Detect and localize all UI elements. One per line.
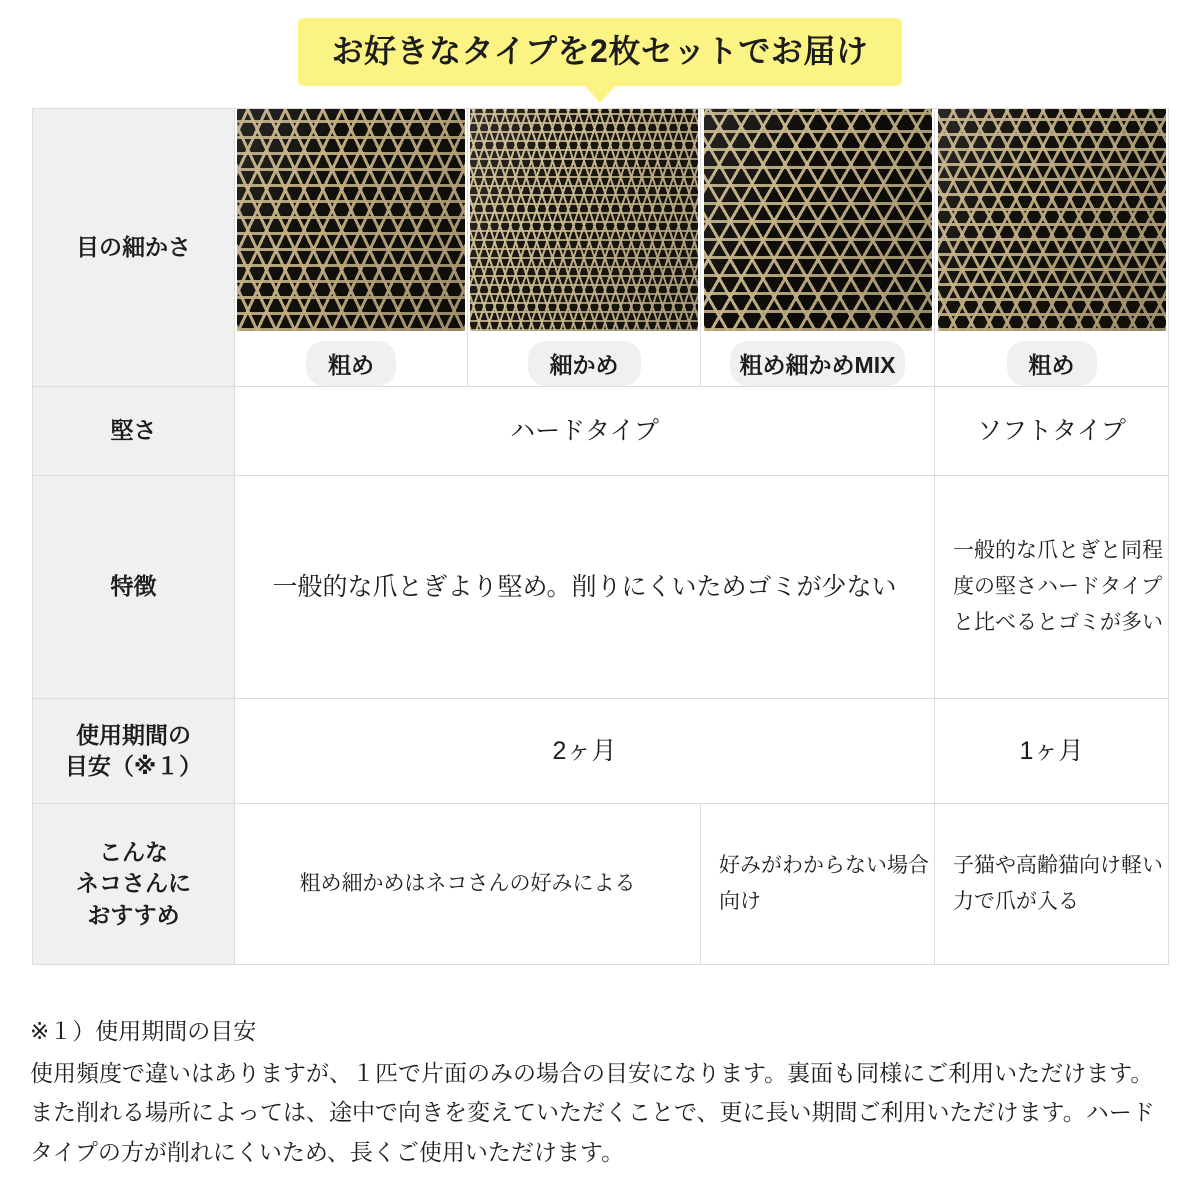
row-label-recommend-line2: ネコさんに	[76, 870, 191, 897]
chip-label-coarse: 粗め	[306, 341, 396, 386]
photo-sheen-overlay	[237, 109, 465, 331]
table-row-period	[33, 699, 1169, 804]
row-label-hardness: 堅さ	[33, 387, 235, 476]
cell-photo-soft	[935, 109, 1169, 387]
cell-features-hard: 一般的な爪とぎより堅め。削りにくいためゴミが少ない	[235, 476, 935, 699]
row-label-recommend	[33, 804, 235, 965]
banner-pointer-triangle	[584, 85, 616, 103]
cell-period-soft: 1ヶ月	[935, 699, 1169, 804]
cell-hardness-soft: ソフトタイプ	[935, 387, 1169, 476]
cell-photo-mix	[701, 109, 935, 387]
corrugated-fine-image	[470, 109, 698, 331]
cell-photo-fine	[468, 109, 701, 387]
row-label-features: 特徴	[33, 476, 235, 699]
chip-row-soft	[935, 341, 1168, 386]
chip-row-mix	[701, 341, 934, 386]
table-row-features	[33, 476, 1169, 699]
row-label-period-line2: 目安（※１）	[64, 753, 203, 779]
table-row-fineness	[33, 109, 1169, 387]
row-label-period-line1: 使用期間の	[76, 721, 191, 748]
footnote-body: 使用頻度で違いはありますが、１匹で片面のみの場合の目安になります。裏面も同様にご利用いただけます。また削れる場所によっては、途中で向きを変えていただくことで、更に長い期間ご利用いただけます。ハードタイプの方が削れにくいため、長くご使用いただけます。	[30, 1059, 1155, 1165]
cell-period-hard: 2ヶ月	[235, 699, 935, 804]
cell-hardness-hard: ハードタイプ	[235, 387, 935, 476]
spec-table	[32, 108, 1169, 965]
row-label-period	[33, 699, 235, 804]
promo-banner-wrapper	[0, 18, 1200, 86]
row-label-recommend-line3: おすすめ	[87, 901, 180, 928]
corrugated-coarse-image	[237, 109, 465, 331]
chip-row-coarse	[235, 341, 467, 386]
chip-label-fine: 細かめ	[528, 341, 641, 386]
row-label-recommend-line1: こんな	[99, 839, 168, 866]
cell-photo-coarse	[235, 109, 468, 387]
chip-row-fine	[468, 341, 700, 386]
photo-sheen-overlay	[470, 109, 698, 331]
cell-features-soft: 一般的な爪とぎと同程度の堅さハードタイプと比べるとゴミが多い	[935, 476, 1169, 699]
promo-banner-text: お好きなタイプを2枚セットでお届け	[331, 33, 869, 69]
table-row-hardness	[33, 387, 1169, 476]
table-row-recommend	[33, 804, 1169, 965]
spec-table-wrapper	[32, 108, 1168, 965]
cell-recommend-mix: 好みがわからない場合向け	[701, 804, 935, 965]
corrugated-mix-image	[704, 109, 932, 331]
photo-sheen-overlay	[704, 109, 932, 331]
footnote-block	[30, 1012, 1176, 1172]
cell-recommend-soft: 子猫や高齢猫向け軽い力で爪が入る	[935, 804, 1169, 965]
footnote-title: ※１）使用期間の目安	[30, 1018, 257, 1044]
corrugated-soft-image	[938, 109, 1166, 331]
chip-label-soft: 粗め	[1007, 341, 1097, 386]
promo-banner	[298, 18, 903, 86]
photo-sheen-overlay	[938, 109, 1166, 331]
chip-label-mix: 粗め細かめMIX	[730, 341, 906, 386]
cell-recommend-first: 粗め細かめはネコさんの好みによる	[235, 804, 701, 965]
row-label-fineness: 目の細かさ	[33, 109, 235, 387]
